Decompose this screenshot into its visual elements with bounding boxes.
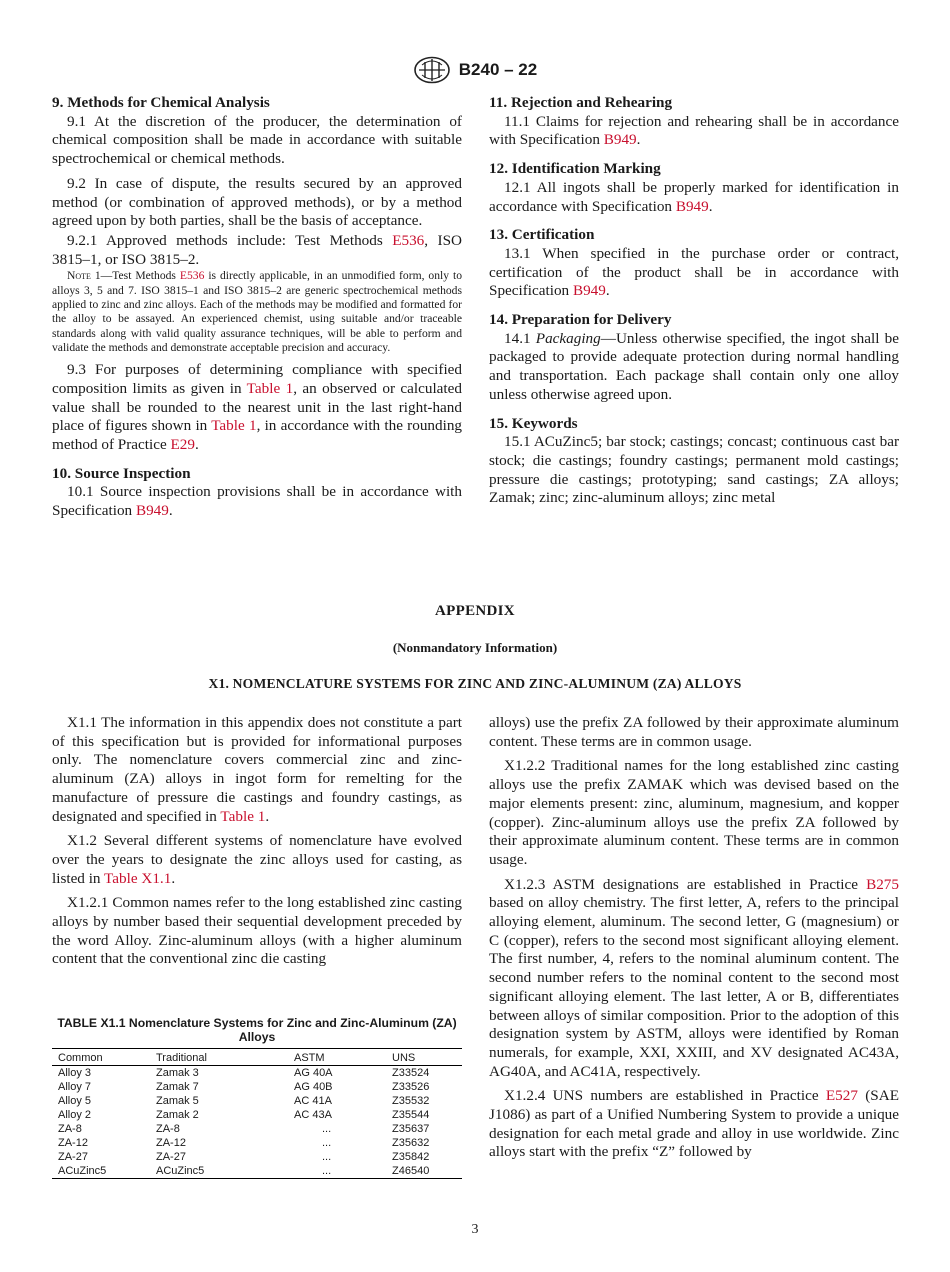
para-15-1: 15.1 ACuZinc5; bar stock; castings; concast; continuous cast bar stock; die castings; foundry castings; permanent mold castings; pressure die castings; prototyping; sand castings; ZA alloys; Zamak; zinc; zinc-aluminum alloys; zinc metal <box>489 433 899 507</box>
ref-table-1-link[interactable]: Table 1 <box>211 417 257 435</box>
para-13-1: 13.1 When specified in the purchase order or contract, certification of the product shall be in accordance with Specification B949. <box>489 244 899 300</box>
ref-b949-link[interactable]: B949 <box>135 502 169 520</box>
table-row <box>52 1164 462 1179</box>
table-cell: ... <box>322 1151 332 1163</box>
para-11-1: 11.1 Claims for rejection and rehearing shall be in accordance with Specification B949. <box>489 112 899 149</box>
table-row <box>52 1108 462 1122</box>
para-x1-2: X1.2 Several different systems of nomenclature have evolved over the years to designate the zinc alloys used for casting, as listed in Table X1.1. <box>52 832 462 887</box>
table-cell: Z33524 <box>392 1067 430 1079</box>
section-15-heading: 15. Keywords <box>489 414 578 432</box>
appendix-right-column <box>489 714 899 1162</box>
ref-b949-link[interactable]: B949 <box>603 131 637 149</box>
para-9-2: 9.2 In case of dispute, the results secured by an approved method (or combination of approved methods), or by a method agreed upon by both parties, shall be the basis of acceptance. <box>52 174 462 230</box>
ref-e536-link[interactable]: E536 <box>392 231 425 249</box>
table-cell: ZA-27 <box>58 1151 88 1163</box>
document-designation: B240 – 22 <box>458 60 538 79</box>
table-cell: ZA-8 <box>58 1123 82 1135</box>
para-9-1: 9.1 At the discretion of the producer, the determination of chemical composition shall be made in accordance with suitable spectrochemical or chemical methods. <box>52 112 462 168</box>
ref-b949-link[interactable]: B949 <box>572 282 606 300</box>
table-cell: Z35632 <box>392 1137 430 1149</box>
para-x1-1: X1.1 The information in this appendix does not constitute a part of this specification but is provided for informational purposes only. The nomenclature covers commercial zinc and zinc-aluminum (ZA) alloys in ingot form for remelting for the manufacture of pressure die castings and foundry castings, as designated and specified in Table 1. <box>52 714 462 825</box>
table-cell: Z33526 <box>392 1081 430 1093</box>
ref-table-1-link[interactable]: Table 1 <box>246 379 294 397</box>
column-header: UNS <box>392 1051 416 1064</box>
table-cell: ... <box>322 1165 332 1177</box>
table-cell: Alloy 7 <box>58 1081 92 1093</box>
section-13-heading: 13. Certification <box>489 226 595 244</box>
table-cell: Z46540 <box>392 1165 430 1177</box>
table-x1-1 <box>52 1016 462 1179</box>
para-10-1: 10.1 Source inspection provisions shall be in accordance with Specification B949. <box>52 483 462 520</box>
para-9-3: 9.3 For purposes of determining compliance with specified composition limits as given in Table 1, an observed or calculated value shall be rounded to the nearest unit in the last right-hand place of figures shown in Table 1, in accordance with the rounding method of Practice E29. <box>52 361 463 453</box>
note-label: Note 1 <box>67 269 101 283</box>
para-x1-2-3: X1.2.3 ASTM designations are established in Practice B275 based on alloy chemistry. The first letter, A, refers to the principal alloying element, aluminum. The second letter, G (magnesium) or C (copper), refers to the second most significant alloying element. The first number, 4, refers to the nominal aluminum content. The second number refers to the nominal content to the second most significant alloying element. The last letter, A or B, differentiates between alloys of similar composition. Prior to the adoption of this designation system by ASTM, alloys were identified by Roman numerals, for example, XXI, XXIII, and XV designated AC43A, AG40A, and AC41A, respectively. <box>489 875 899 1080</box>
table-row <box>52 1122 462 1136</box>
para-14-1: 14.1 Packaging—Unless otherwise specified, the ingot shall be packaged to provide adequate protection during normal handling and transportation. Each package shall contain only one alloy unless otherwise agreed upon. <box>489 329 900 403</box>
note-1: Note 1—Test Methods E536 is directly applicable, in an unmodified form, only to alloys 3, 5 and 7. ISO 3815–1 and ISO 3815–2 are generic spectrochemical methods applied to zinc and zinc alloys. Each of the methods may be modified and formatted for the alloy to be assayed. An experienced chemist, using suitable and/or traceable standards along with valid quality assurance techniques, will be able to perform and validate the methods and demonstrate acceptable precision and accuracy. <box>52 269 463 354</box>
column-header: Traditional <box>156 1051 207 1064</box>
table-row <box>52 1136 462 1150</box>
table-row <box>52 1066 462 1081</box>
page-number: 3 <box>471 1222 479 1237</box>
table-cell: Z35637 <box>392 1123 430 1135</box>
table-caption: TABLE X1.1 Nomenclature Systems for Zinc and Zinc-Aluminum (ZA) Alloys <box>57 1016 457 1044</box>
para-9-2-1: 9.2.1 Approved methods include: Test Methods E536, ISO 3815–1, or ISO 3815–2. <box>52 231 462 268</box>
table-cell: Zamak 5 <box>156 1095 199 1107</box>
table-cell: ZA-8 <box>156 1123 180 1135</box>
appendix-x1-heading: X1. NOMENCLATURE SYSTEMS FOR ZINC AND ZINC-ALUMINUM (ZA) ALLOYS <box>208 676 742 691</box>
appendix-left-column <box>52 714 462 969</box>
table-cell: Zamak 3 <box>156 1067 199 1079</box>
appendix-subtitle: (Nonmandatory Information) <box>392 640 558 655</box>
table-cell: ... <box>322 1123 332 1135</box>
section-14-heading: 14. Preparation for Delivery <box>489 311 672 329</box>
ref-table-1-link[interactable]: Table 1 <box>220 807 266 825</box>
section-9-heading: 9. Methods for Chemical Analysis <box>52 94 270 111</box>
table-row <box>52 1080 462 1094</box>
ref-e527-link[interactable]: E527 <box>825 1087 858 1105</box>
table-cell: Zamak 7 <box>156 1081 199 1093</box>
table-row <box>52 1150 462 1164</box>
section-11-heading: 11. Rejection and Rehearing <box>489 94 673 111</box>
table-cell: ACuZinc5 <box>58 1165 107 1177</box>
table-cell: AG 40B <box>294 1081 333 1093</box>
para-x1-2-1-continued: alloys) use the prefix ZA followed by their approximate aluminum content. These terms are in common usage. <box>489 714 899 750</box>
para-x1-2-4: X1.2.4 UNS numbers are established in Practice E527 (SAE J1086) as part of a Unified Numbering System to provide a unique designation for each metal grade and alloy in use worldwide. Zinc alloys start with the prefix “Z” followed by <box>489 1087 900 1161</box>
table-header-row <box>52 1049 462 1066</box>
table-cell: Z35842 <box>392 1151 430 1163</box>
table-cell: AC 41A <box>294 1095 332 1107</box>
table-cell: ACuZinc5 <box>156 1165 205 1177</box>
column-header: ASTM <box>294 1051 325 1064</box>
table-cell: Z35544 <box>392 1109 430 1121</box>
table-cell: ZA-12 <box>156 1137 186 1149</box>
table-cell: Alloy 3 <box>58 1067 92 1079</box>
appendix-title: APPENDIX <box>435 603 515 619</box>
left-column <box>52 94 462 521</box>
para-x1-2-2: X1.2.2 Traditional names for the long established zinc casting alloys use the prefix ZAMAK which was devised based on the major elements present: zinc, aluminum, magnesium, and kopper (copper). Zinc-aluminum alloys use the prefix ZA followed by their approximate aluminum content. These terms are in common usage. <box>489 757 899 868</box>
ref-e29-link[interactable]: E29 <box>170 435 195 453</box>
table-cell: AG 40A <box>294 1067 333 1079</box>
ref-b949-link[interactable]: B949 <box>675 197 709 215</box>
para-x1-2-1: X1.2.1 Common names refer to the long established zinc casting alloys by number based their sequential development preceded by the word Alloy. Zinc-aluminum alloys (with a higher aluminum content that the conventional zinc die casting <box>52 894 462 968</box>
table-cell: ... <box>322 1137 332 1149</box>
nomenclature-table <box>52 1048 462 1179</box>
ref-table-x1-1-link[interactable]: Table X1.1 <box>104 869 172 887</box>
page-header <box>0 56 950 84</box>
table-cell: Zamak 2 <box>156 1109 199 1121</box>
table-cell: Z35532 <box>392 1095 430 1107</box>
table-cell: AC 43A <box>294 1109 332 1121</box>
table-cell: Alloy 2 <box>58 1109 92 1121</box>
astm-logo-icon <box>413 56 451 84</box>
ref-b275-link[interactable]: B275 <box>866 875 899 893</box>
column-header: Common <box>58 1051 103 1064</box>
table-cell: Alloy 5 <box>58 1095 92 1107</box>
section-10-heading: 10. Source Inspection <box>52 464 191 482</box>
section-12-heading: 12. Identification Marking <box>489 160 661 178</box>
table-cell: ZA-27 <box>156 1151 186 1163</box>
para-12-1: 12.1 All ingots shall be properly marked for identification in accordance with Specification B949. <box>489 178 899 215</box>
table-cell: ZA-12 <box>58 1137 88 1149</box>
right-column <box>489 94 899 508</box>
table-row <box>52 1094 462 1108</box>
ref-e536-note-link[interactable]: E536 <box>179 269 205 283</box>
